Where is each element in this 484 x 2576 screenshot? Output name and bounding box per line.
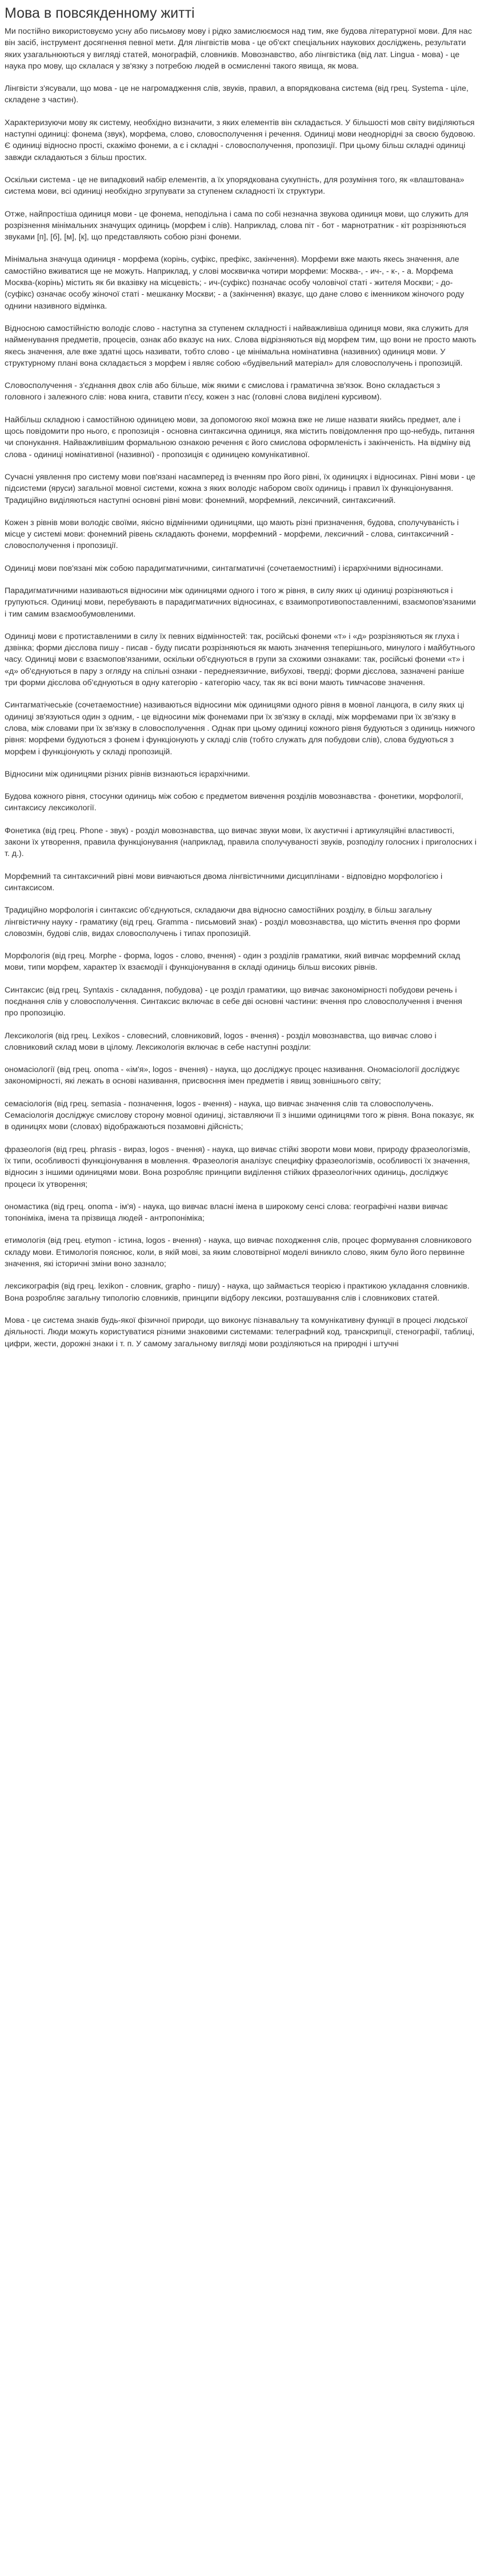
paragraph-etymology: етимологія (від грец. etymon - істина, logos - вчення) - наука, що вивчає походження слів, процес формування словникового складу мови. Етимологія пояснює, коли, в якій мові, за яким словотвірної моделі виникло слово, яким було його первинне значення, які історичні зміни воно зазнало; (5, 1236, 472, 1269)
paragraph-intro: Ми постійно використовуємо усну або письмову мову і рідко замислюємося над тим, яке будова літературної мови. Для нас він засіб, інструмент досягнення певної мети. Для лінгвістів мова - це об'єкт спеціальних наукових досліджень, результати яких узагальнюються у вигляді статей, монографій, словників. Мовознавство, або лінгвістика (від лат. Lingua - мова) - це наука про мову, що склалася у зв'язку з потребою людей в осмисленні такого явища, як мова. (5, 27, 472, 71)
paragraph-sentence: Найбільш складною і самостійною одиницею мови, за допомогою якої можна вже не лише назвати якийсь предмет, але і щось повідомити про нього, є пропозиція - основна синтаксична одиниця, яка містить повідомлення про що-небудь, питання чи спонукання. Найважливішим формальною ознакою речення є його смислова оформленість і закінченість. На відміну від слова - одиниці номінативної (називної) - пропозиція є одиницею комунікативної. (5, 415, 475, 459)
paragraph-morpheme: Мінімальна значуща одиниця - морфема (корінь, суфікс, префікс, закінчення). Морфеми вже мають якесь значення, але самостійно вживатися ще не можуть. Наприклад, у слові москвичка чотири морфеми: Москва-, - ич-, - к-, - а. Морфема Москва-(корінь) містить як би вказівку на місцевість; - ич-(суфікс) позначає особу чоловічої статі - жителя Москви; - до-(суфікс) означає особу жіночої статі - мешканку Москви; - а (закінчення) вказує, що дане слово є іменником жіночого роду однини називного відмінка. (5, 255, 465, 311)
paragraph-levels: Сучасні уявлення про систему мови пов'язані насамперед із вченням про його рівні, їх одиницях і відносинах. Рівні мови - це підсистеми (яруси) загальної мовної системи, кожна з яких володіє набором своїх одиниць і правил їх функціонування. Традиційно виділяються наступні основні рівні мови: фонемний, морфемний, лексичний, синтаксичний. (5, 472, 475, 505)
paragraph-lexicography: лексикографія (від грец. lexikon - словник, grapho - пишу) - наука, що займається теорією і практикою укладання словників. Вона розробляє загальну типологію словників, принципи відбору лексики, розташування слів і словникових статей. (5, 1282, 470, 1303)
paragraph-opposition: Одиниці мови є протиставленими в силу їх певних відмінностей: так, російські фонеми «т» і «д» розрізняються як глуха і дзвінка; форми дієслова пишу - писав - буду писати розрізняються як мають значення теперішнього, минулого і майбутнього часу. Одиниці мови є взаємопов'язаними, оскільки об'єднуються в групи за схожими ознаками: так, російські фонеми «т» і «д» об'єднуються в пару з огляду на спільні ознаки - переднеязичние, вибухові, тверді; форми дієслова, зазначені раніше три форми дієслова об'єднуються в одну категорію - категорію часу, так як всі вони мають тимчасове значення. (5, 631, 475, 688)
paragraph-phoneme: Отже, найпростіша одиниця мови - це фонема, неподільна і сама по собі незначна звукова одиниця мови, що служить для розрізнення мінімальних значущих одиниць (морфем і слів). Наприклад, слова піт - бот - марнотратник - кіт розрізняються звуками [п], [б], [м], [к], що представляють собою різні фонеми. (5, 209, 469, 242)
paragraph-onomastics: ономастика (від грец. onoma - ім'я) - наука, що вивчає власні імена в широкому сенсі слова: географічні назви вивчає топоніміка, імена та прізвища людей - антропоніміка; (5, 1202, 448, 1223)
paragraph-morph-syntax: Морфемний та синтаксичний рівні мови вивчаються двома лінгвістичними дисциплінами - відповідно морфологією і синтаксисом. (5, 871, 443, 893)
paragraph-phonetics: Фонетика (від грец. Phone - звук) - розділ мовознавства, що вивчає звуки мови, їх акустичні і артикуляційні властивості, закони їх утворення, правила функціонування (наприклад, правила сполучуваності звуків, розподілу голосних і приголосних і т. д.). (5, 826, 477, 859)
article-body (5, 26, 477, 1350)
paragraph-relations: Одиниці мови пов'язані між собою парадигматичними, синтагматичні (сочетаемостнимі) і ієрархічними відносинами. (5, 563, 443, 573)
paragraph-sign-system: Мова - це система знаків будь-якої фізичної природи, що виконує пізнавальну та комунікативну функції в процесі людської діяльності. Люди можуть користуватися різними знаковими системами: телеграфний код, транскрипції, стенографії, таблиці, цифри, жести, дорожні знаки і т. п. У самому загальному вигляді мови розділяються на природні і штучні (5, 1315, 475, 1349)
paragraph-grammar: Традиційно морфологія і синтаксис об'єднуються, складаючи два відносно самостійних розділу, в більш загальну лінгвістичну науку - граматику (від грец. Gramma - письмовий знак) - розділ мовознавства, що містить вчення про форми словозмін, будові слів, видах словосполучень і типах пропозицій. (5, 906, 461, 938)
paragraph-phraseology: фразеологія (від грец. phrasis - вираз, logos - вчення) - наука, що вивчає стійкі звороти мови мови, природу фразеологізмів, їх типи, особливості функціонування в мовлення. Фразеологія аналізує специфіку фразеологізмів, особливості їх значення, відносин з іншими одиницями мови. Вона розробляє принципи виділення стійких фразеологічних одиниць, досліджує процеси їх утворення; (5, 1145, 470, 1189)
paragraph-grouping: Оскільки система - це не випадковий набір елементів, а їх упорядкована сукупність, для розуміння того, як «влаштована» система мови, всі одиниці необхідно згрупувати за ступенем складності їх структури. (5, 175, 465, 197)
paragraph-syntagmatic: Синтагматічеськіе (сочетаемостние) називаються відносини між одиницями одного рівня в мовної ланцюга, в силу яких ці одиниці зв'язуються один з одним, - це відносини між фонемами при їх зв'язку в складі, між морфемами при їх зв'язку в слова, між словами при їх зв'язку в словосполучення . Однак при цьому одиниці кожного рівня будуються з одиниць нижчого рівня: морфеми будуються з фонем і функціонують у складі слів (тобто служать для побудови слів), слова будуються з морфем і функціонують у складі пропозицій. (5, 701, 475, 757)
paragraph-phrase: Словосполучення - з'єднання двох слів або більше, між якими є смислова і граматична зв'язок. Воно складається з головного і залежного слів: нова книга, ставити п'єсу, кожен з нас (головні слова виділені курсивом). (5, 381, 441, 402)
paragraph-paradigmatic: Парадигматичними називаються відносини між одиницями одного і того ж рівня, в силу яких ці одиниці розрізняються і групуються. Одиниці мови, перебувають в парадигматичних відносинах, є взаимопротивопоставленнимі, взаємопов'язаними і тим самим взаємообумовленими. (5, 586, 476, 619)
paragraph-level-units: Кожен з рівнів мови володіє своїми, якісно відмінними одиницями, що мають різні призначення, будова, сполучуваність і місце у системі мови: фонемний рівень складають фонеми, морфемний - морфеми, лексичний - слова, синтаксичний - словосполучення і пропозиції. (5, 518, 459, 551)
paragraph-syntax: Синтаксис (від грец. Syntaxis - складання, побудова) - це розділ граматики, що вивчає закономірності побудови речень і поєднання слів у словосполучення. Синтаксис включає в себе дві основні частини: вчення про словосполучення і вчення про пропозицію. (5, 985, 462, 1018)
paragraph-onomasiology: ономасіології (від грец. onoma - «ім'я», logos - вчення) - наука, що досліджує процес називання. Ономасіології досліджує закономірності, які лежать в основі називання, присвоєння імен предметів і явищ зовнішнього світу; (5, 1065, 460, 1086)
paragraph-units: Характеризуючи мову як систему, необхідно визначити, з яких елементів він складається. У більшості мов світу виділяються наступні одиниці: фонема (звук), морфема, слово, словосполучення і речення. Одиниці мови неоднорідні за своєю будовою. Є одиниці відносно прості, скажімо фонеми, а є і складні - словосполучення, пропозиції. При цьому більш складні одиниці завжди складаються з більш простих. (5, 118, 475, 162)
paragraph-word: Відносною самостійністю володіє слово - наступна за ступенем складності і найважливіша одиниця мови, яка служить для найменування предметів, процесів, ознак або вказує на них. Слова відрізняються від морфем тим, що вони не просто мають якесь значення, але вже здатні щось називати, тобто слово - це мінімальна номінативна (називних) одиниця мови. У структурному плані вона складається з морфем і являє собою «будівельний матеріал» для словосполучень і пропозицій. (5, 323, 477, 368)
paragraph-morphology: Морфологія (від грец. Morphe - форма, logos - слово, вчення) - один з розділів граматики, який вивчає морфемний склад мови, типи морфем, характер їх взаємодії і функціонування в складі одиниць більш високих рівнів. (5, 951, 461, 973)
paragraph-disciplines: Будова кожного рівня, стосунки одиниць між собою є предметом вивчення розділів мовознавства - фонетики, морфології, синтаксису лексикології. (5, 792, 463, 813)
paragraph-hierarchical: Відносини між одиницями різних рівнів визнаються ієрархічними. (5, 769, 250, 779)
paragraph-lexicology: Лексикологія (від грец. Lexikos - словесний, словниковий, logos - вчення) - розділ мовознавства, що вивчає слово і словниковий склад мови в цілому. Лексикологія включає в себе наступні розділи: (5, 1031, 437, 1052)
paragraph-semasiology: семасіологія (від грец. semasia - позначення, logos - вчення) - наука, що вивчає значення слів та словосполучень. Семасіологія досліджує смислову сторону мовної одиниці, зіставляючи її з іншими одиницями того ж рівня. Вона показує, як в одиницях мови (словах) відображаються позамовні дійсність; (5, 1099, 474, 1132)
paragraph-system: Лінгвісти з'ясували, що мова - це не нагромадження слів, звуків, правил, а впорядкована система (від грец. Systema - ціле, складене з частин). (5, 84, 469, 105)
page-title: Мова в повсякденному житті (5, 5, 195, 21)
